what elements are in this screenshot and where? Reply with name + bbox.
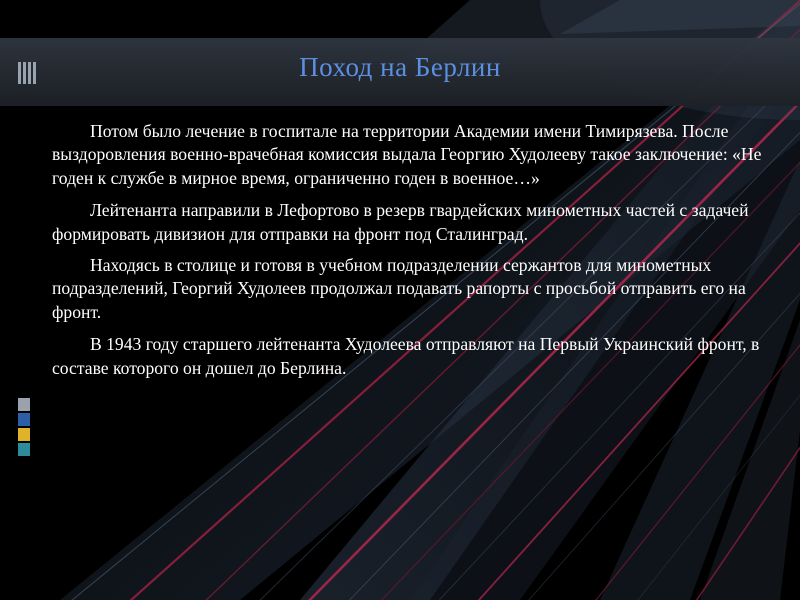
body-paragraph: Лейтенанта направили в Лефортово в резерв гвардейских минометных частей с задачей формировать дивизион для отправки на фронт под Сталинград. [52,200,749,244]
body-paragraph: Потом было лечение в госпитале на территории Академии имени Тимирязева. После выздоровления военно-врачебная комиссия выдала Георгию Худолееву такое заключение: «Не годен к службе в мирное время, ограниченно годен в военное…» [52,121,762,188]
slide-body [52,120,764,389]
swatch-teal [18,443,30,456]
page-title: Поход на Берлин [299,52,501,82]
swatch-blue [18,413,30,426]
accent-swatches-decoration [18,398,30,456]
body-paragraph: Находясь в столице и готовя в учебном подразделении сержантов для минометных подразделений, Георгий Худолеев продолжал подавать рапорты с просьбой отправить его на фронт. [52,254,746,322]
swatch-grey [18,398,30,411]
ribbon-stripes-icon [18,62,40,84]
swatch-gold [18,428,30,441]
body-paragraph: В 1943 году старшего лейтенанта Худолеева отправляют на Первый Украинский фронт, в составе которого он дошел до Берлина. [52,334,760,378]
